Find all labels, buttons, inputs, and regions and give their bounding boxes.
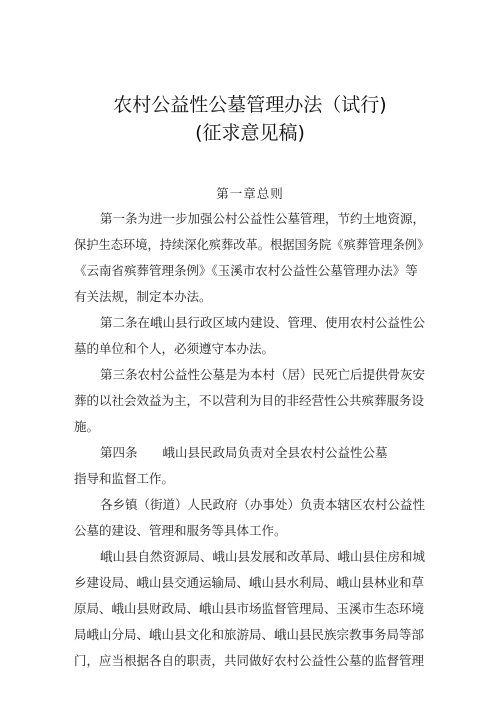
paragraph-departments-line-2: 乡建设局、峨山县交通运输局、峨山县水利局、峨山县林业和草 xyxy=(74,575,425,590)
paragraph-township-line-2: 公墓的建设、管理和服务等具体工作。 xyxy=(74,523,287,538)
document-subtitle: (征求意见稿) xyxy=(195,122,305,144)
article-1-line-1: 第一条为进一步加强公村公益性公墓管理，节约土地资源， xyxy=(100,211,426,226)
article-3-line-1: 第三条农村公益性公墓是为本村（居）民死亡后提供骨灰安 xyxy=(100,367,426,382)
article-4-line-2: 指导和监督工作。 xyxy=(74,471,175,486)
article-2-line-2: 墓的单位和个人，必须遵守本办法。 xyxy=(74,341,275,356)
paragraph-departments-line-1: 峨山县自然资源局、峨山县发展和改革局、峨山县住房和城 xyxy=(100,549,426,564)
article-3-line-3: 施。 xyxy=(74,419,100,434)
article-4-line-1: 第四条 峨山县民政局负责对全县农村公益性公墓 xyxy=(100,445,388,460)
article-1-line-3: 《云南省殡葬管理条例》《玉溪市农村公益性公墓管理办法》等 xyxy=(74,263,418,278)
article-3-line-2: 葬的以社会效益为主，不以营利为目的非经营性公共殡葬服务设 xyxy=(74,393,425,408)
paragraph-departments-line-4: 局峨山分局、峨山县文化和旅游局、峨山县民族宗教事务局等部 xyxy=(74,627,425,642)
document-title: 农村公益性公墓管理办法（试行) xyxy=(113,94,387,116)
paragraph-township-line-1: 各乡镇（街道）人民政府（办事处）负责本辖区农村公益性 xyxy=(100,497,426,512)
chapter-heading: 第一章总则 xyxy=(216,186,284,201)
article-1-line-2: 保护生态环境，持续深化殡葬改革。根据国务院《殡葬管理条例》 xyxy=(74,238,430,252)
paragraph-departments-line-5: 门，应当根据各自的职责，共同做好农村公益性公墓的监督管理 xyxy=(74,653,425,668)
paragraph-departments-line-3: 原局、峨山县财政局、峨山县市场监督管理局、玉溪市生态环境 xyxy=(74,601,425,616)
article-2-line-1: 第二条在峨山县行政区域内建设、管理、使用农村公益性公 xyxy=(100,315,426,330)
article-1-line-4: 有关法规，制定本办法。 xyxy=(74,289,212,304)
